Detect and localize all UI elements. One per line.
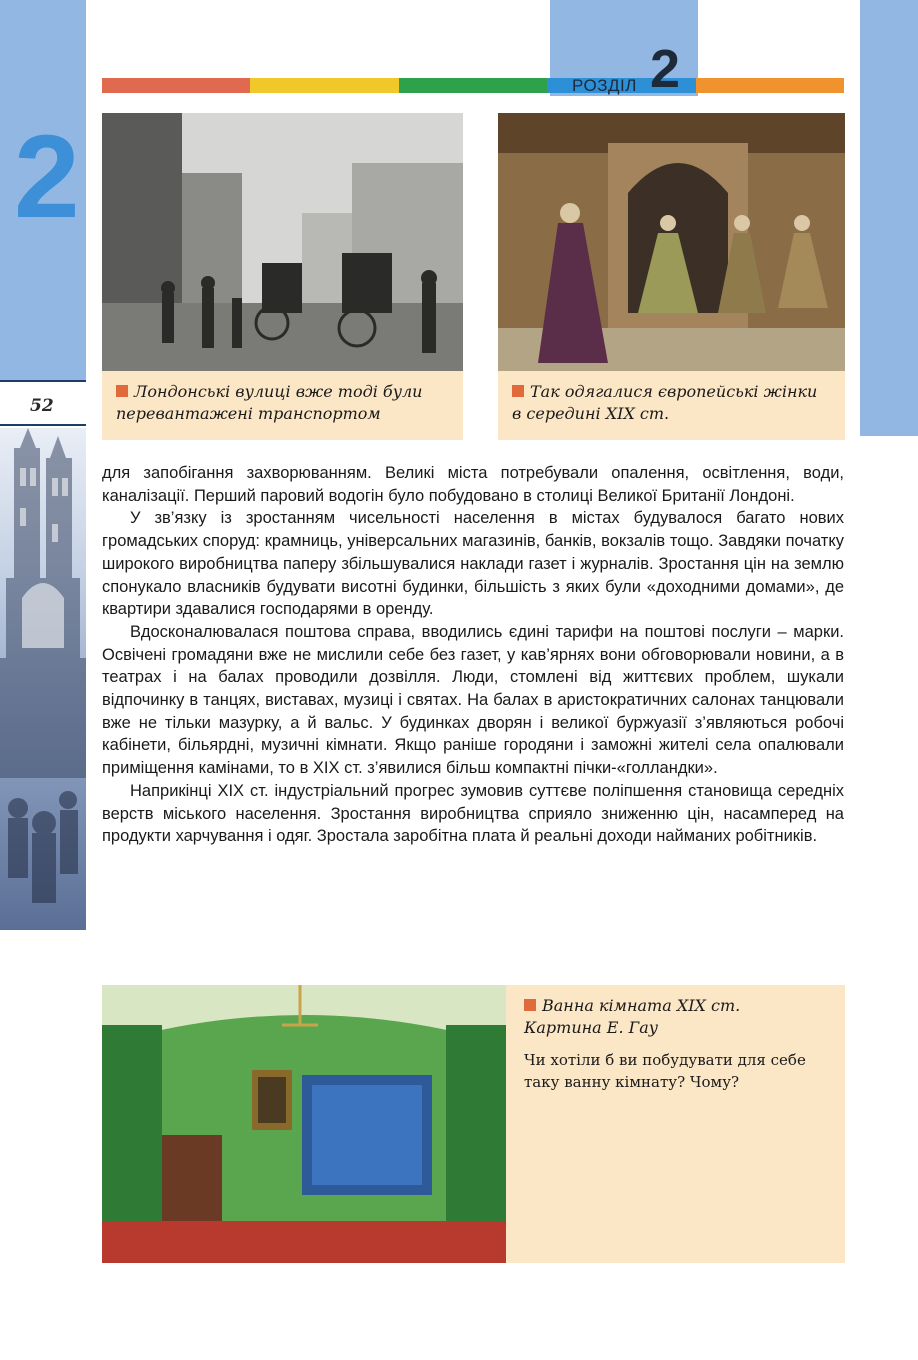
caption-title: Ванна кімната XIX ст.: [542, 996, 741, 1015]
caption-bathroom: [506, 985, 845, 1263]
paragraph: Наприкінці XIX ст. індустріальний прогрес зумовив суттєве поліпшення становища середніх верств міського населення. Зростання виробництва сприяло зниженню цін, насамперед на продукти харчування і одяг. Зростала заробітна плата й реальні доходи найманих робітників.: [102, 781, 844, 846]
section-number: 2: [650, 39, 681, 99]
square-bullet-icon: [116, 385, 128, 397]
color-bar-segment: [250, 78, 398, 93]
paragraph: для запобігання захворюванням. Великі міста потребували опалення, освітлення, води, каналізації. Перший паровий водогін було побудовано в столиці Великої Британії Лондоні.: [102, 464, 844, 505]
chapter-number-large: 2: [14, 111, 80, 243]
square-bullet-icon: [512, 385, 524, 397]
caption-dresses: [498, 371, 845, 440]
color-bar: [102, 78, 844, 93]
color-bar-segment: [102, 78, 250, 93]
london-street-photo: [102, 113, 463, 371]
page-number: 52: [30, 396, 54, 416]
caption-text: Лондонські вулиці вже тоді були перевантажені транспортом: [116, 382, 423, 423]
main-text: [102, 462, 844, 848]
section-label: РОЗДІЛ: [572, 76, 637, 95]
color-bar-segment: [399, 78, 547, 93]
gothic-tower-engraving-icon: [0, 428, 86, 930]
paragraph: У зв’язку із зростанням чисельності населення в містах будувалося багато нових громадських споруд: крамниць, універсальних магазинів, банків, вокзалів тощо. Завдяки початку широкого виробництва паперу збільшувалися наклади газет і журналів. Зростання цін на землю спонукало власників будувати висотні будинки, більшість з яких були «доходними домами», де квартири здавалися господарями в оренду.: [102, 509, 844, 619]
museum-dresses-photo: [498, 113, 845, 371]
caption-text: Так одягалися європейські жінки в середині XIX ст.: [512, 382, 818, 423]
square-bullet-icon: [524, 999, 536, 1011]
paragraph: Вдосконалювалася поштова справа, вводились єдині тарифи на поштові послуги – марки. Освічені громадяни вже не мислили себе без газет, у кав’ярнях вони обговорювали новини, а в театрах і на балах проводили дозвілля. Люди, стомлені від життєвих проблем, шукали відпочинку в танцях, виставах, музиці і святах. На балах в аристократичних салонах танцювали вже не тільки мазурку, а й вальс. У будинках дворян і великої буржуазії з’являються робочі кабінети, більярдні, музичні кімнати. Якщо раніше городяни і заможні жителі села опалювали приміщення камінами, то в XIX ст. з’явилися більш компактні пічки-«голландки».: [102, 622, 844, 778]
discussion-question: Чи хотіли б ви побудувати для себе таку ванну кімнату? Чому?: [524, 1051, 806, 1091]
caption-london: [102, 371, 463, 440]
caption-author: Картина Е. Гау: [524, 1018, 659, 1037]
right-side-band: [860, 0, 918, 436]
bathroom-painting: [102, 985, 506, 1263]
color-bar-segment: [696, 78, 844, 93]
